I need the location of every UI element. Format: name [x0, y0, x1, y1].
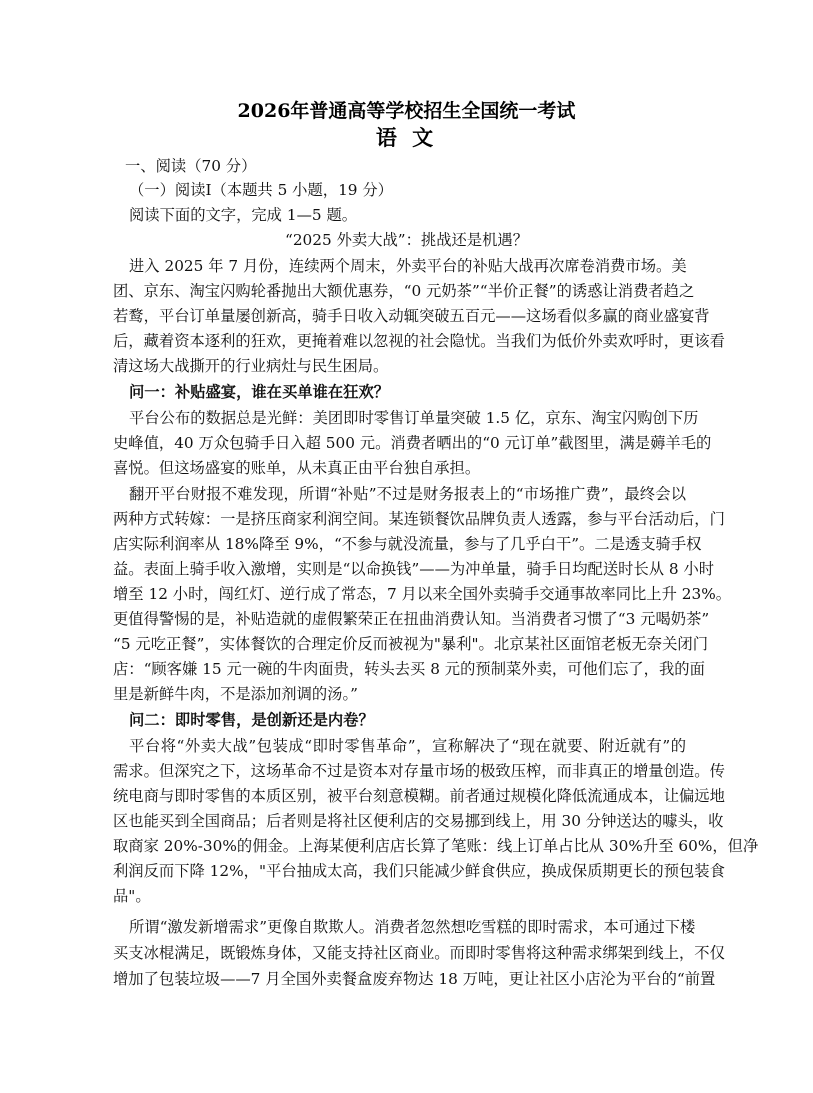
- paragraph-line: 进入 2025 年 7 月份，连续两个周末，外卖平台的补贴大战再次席卷消费市场。美: [129, 257, 687, 275]
- paragraph-line: 里是新鲜牛肉，不是添加剂调的汤。”: [113, 685, 358, 703]
- paragraph-line: “5 元吃正餐”，实体餐饮的合理定价反而被视为"暴利"。北京某社区面馆老板无奈关闭门: [113, 635, 708, 653]
- paragraph-line: 史峰值，40 万众包骑手日入超 500 元。消费者晒出的“0 元订单”截图里，满是薅羊毛的: [113, 434, 712, 452]
- paragraph-line: 所谓“激发新增需求”更像自欺欺人。消费者忽然想吃雪糕的即时需求，本可通过下楼: [129, 918, 696, 936]
- paragraph-line: 平台公布的数据总是光鲜：美团即时零售订单量突破 1.5 亿，京东、淘宝闪购创下历: [129, 409, 699, 427]
- paragraph-line: 更值得警惕的是，补贴造就的虚假繁荣正在扭曲消费认知。当消费者习惯了“3 元喝奶茶”: [113, 610, 710, 628]
- question-two-heading: 问二：即时零售，是创新还是内卷？: [129, 711, 374, 729]
- paragraph-line: 翻开平台财报不难发现，所谓“补贴”不过是财务报表上的“市场推广费”，最终会以: [129, 485, 686, 503]
- article-title: “2025 外卖大战”：挑战还是机遇？: [285, 231, 528, 249]
- paragraph-line: 店实际利润率从 18%降至 9%，“不参与就没流量，参与了几乎白干”。二是透支骑手权: [113, 535, 702, 553]
- paragraph-line: 若鹜，平台订单量屡创新高，骑手日收入动辄突破五百元——这场看似多赢的商业盛宴背: [113, 307, 710, 325]
- paragraph-line: 需求。但深究之下，这场革命不过是资本对存量市场的极致压榨，而非真正的增量创造。传: [113, 762, 725, 780]
- paragraph-line: 增加了包装垃圾——7 月全国外卖餐盒废弃物达 18 万吨，更让社区小店沦为平台的“前置: [113, 970, 716, 988]
- paragraph-line: 清这场大战撕开的行业病灶与民生困局。: [113, 357, 389, 375]
- paragraph-line: 利润反而下降 12%，"平台抽成太高，我们只能减少鲜食供应，换成保质期更长的预包装食: [113, 862, 725, 880]
- subject-title: 语 文: [375, 125, 438, 150]
- paragraph-line: 后，藏着资本逐利的狂欢，更掩着难以忽视的社会隐忧。当我们为低价外卖欢呼时，更该看: [113, 332, 725, 350]
- instruction-text: 阅读下面的文字，完成 1—5 题。: [129, 206, 358, 224]
- paragraph-line: 买支冰棍满足，既锻炼身体，又能支持社区商业。而即时零售将这种需求绑架到线上，不仅: [113, 944, 725, 962]
- paragraph-line: 区也能买到全国商品；后者则是将社区便利店的交易挪到线上，用 30 分钟送达的噱头，收: [113, 812, 724, 830]
- paragraph-line: 增至 12 小时，闯红灯、逆行成了常态，7 月以来全国外卖骑手交通事故率同比上升 23%。: [113, 585, 732, 603]
- paragraph-line: 喜悦。但这场盛宴的账单，从未真正由平台独自承担。: [113, 459, 481, 477]
- exam-title: 2026年普通高等学校招生全国统一考试: [237, 100, 576, 122]
- paragraph-line: 取商家 20%-30%的佣金。上海某便利店店长算了笔账：线上订单占比从 30%升至 60%，但净: [113, 837, 759, 855]
- paragraph-line: 两种方式转嫁：一是挤压商家利润空间。某连锁餐饮品牌负责人透露，参与平台活动后，门: [113, 510, 725, 528]
- paragraph-line: 益。表面上骑手收入激增，实则是“以命换钱”——为冲单量，骑手日均配送时长从 8 小时: [113, 560, 715, 578]
- part-heading: （一）阅读Ⅰ（本题共 5 小题，19 分）: [129, 181, 393, 199]
- paragraph-line: 统电商与即时零售的本质区别，被平台刻意模糊。前者通过规模化降低流通成本，让偏远地: [113, 787, 725, 805]
- paragraph-line: 品"。: [113, 887, 151, 905]
- paragraph-line: 平台将“外卖大战”包装成“即时零售革命”，宣称解决了“现在就要、附近就有”的: [129, 737, 686, 755]
- paragraph-line: 店：“顾客嫌 15 元一碗的牛肉面贵，转头去买 8 元的预制菜外卖，可他们忘了，我的面: [113, 660, 705, 678]
- section-heading: 一、阅读（70 分）: [125, 157, 257, 175]
- paragraph-line: 团、京东、淘宝闪购轮番抛出大额优惠券，“0 元奶茶”“半价正餐”的诱惑让消费者趋之: [113, 282, 695, 300]
- question-one-heading: 问一：补贴盛宴，谁在买单谁在狂欢？: [129, 383, 390, 401]
